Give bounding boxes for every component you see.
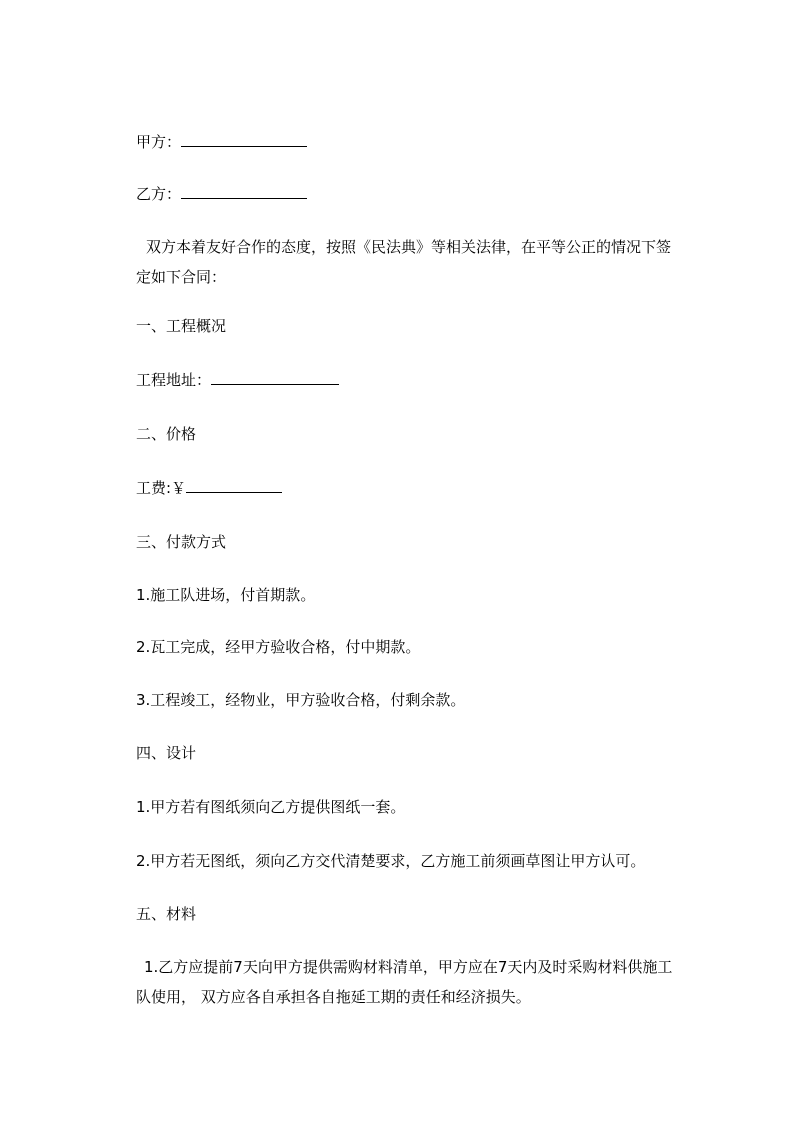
section-4-title: 四、设计 (136, 744, 197, 762)
payment-item-1: 1.施工队进场，付首期款。 (136, 586, 316, 604)
section-2-title: 二、价格 (136, 425, 197, 443)
address-blank (211, 370, 339, 385)
party-b-line (136, 184, 307, 204)
design-item-2: 2.甲方若无图纸，须向乙方交代清楚要求，乙方施工前须画草图让甲方认可。 (136, 852, 646, 870)
section-1-title: 一、工程概况 (136, 317, 227, 335)
fee-blank (186, 478, 282, 493)
party-b-blank (181, 184, 307, 199)
fee-line (136, 478, 282, 498)
address-line (136, 370, 339, 390)
design-item-1: 1.甲方若有图纸须向乙方提供图纸一套。 (136, 798, 406, 816)
address-label: 工程地址： (136, 371, 212, 389)
party-a-line (136, 132, 307, 152)
intro-paragraph: 双方本着友好合作的态度，按照《民法典》等相关法律，在平等公正的情况下签定如下合同： (136, 238, 672, 286)
fee-label: 工费:￥ (136, 479, 187, 497)
section-5-title: 五、材料 (136, 905, 197, 923)
material-item-1: 1.乙方应提前7天向甲方提供需购材料清单，甲方应在7天内及时采购材料供施工队使用， 双方应各自承担各自拖延工期的责任和经济损失。 (136, 958, 673, 1006)
payment-item-2: 2.瓦工完成，经甲方验收合格，付中期款。 (136, 638, 421, 656)
party-a-blank (181, 132, 307, 147)
party-a-label: 甲方： (136, 133, 182, 151)
section-3-title: 三、付款方式 (136, 533, 227, 551)
party-b-label: 乙方： (136, 185, 182, 203)
payment-item-3: 3.工程竣工，经物业，甲方验收合格，付剩余款。 (136, 691, 466, 709)
